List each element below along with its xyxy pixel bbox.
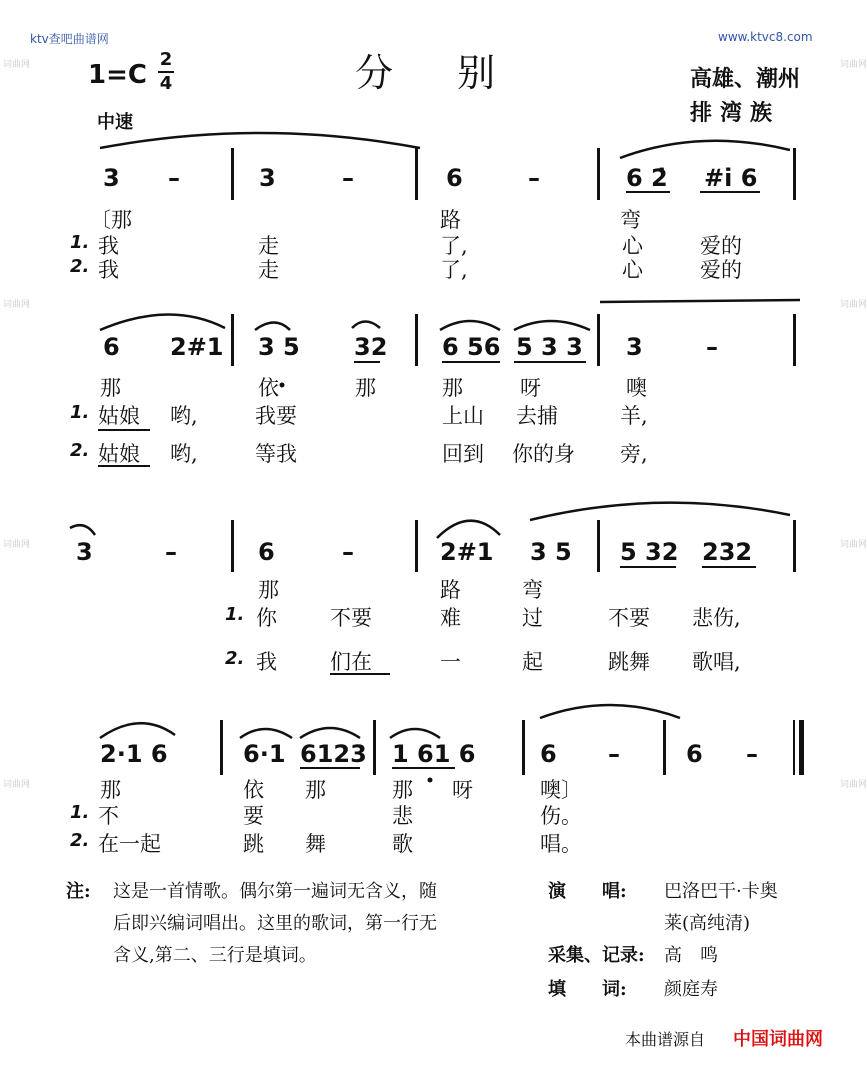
- lyric: 了,: [440, 234, 468, 258]
- note: 3 5: [530, 538, 572, 566]
- note: 2#1: [440, 538, 494, 566]
- lyric: 们在: [330, 650, 372, 674]
- lyric: 不: [98, 804, 119, 828]
- slur-arc: [255, 323, 290, 331]
- lyric: 心: [622, 234, 643, 258]
- lyric: 等我: [255, 442, 297, 466]
- slur-arc: [352, 322, 380, 329]
- watermark-text: 词曲网: [840, 60, 867, 70]
- lyric: 去捕: [516, 404, 558, 428]
- footnote-label: 注:: [66, 881, 91, 902]
- note: 1 61 6: [392, 740, 476, 768]
- lyric: 了,: [440, 258, 468, 282]
- watermark-text: 词曲网: [840, 300, 867, 310]
- slur-arc: [514, 321, 590, 330]
- verse-number: 2.: [70, 830, 90, 851]
- lyric: 不要: [330, 606, 372, 630]
- lyric: 姑娘: [98, 442, 140, 466]
- lyric: 呀: [520, 376, 541, 400]
- note: 2·1 6: [100, 740, 168, 768]
- note: 6 56: [442, 333, 501, 361]
- watermark-text: 词曲网: [840, 540, 867, 550]
- note: –: [168, 164, 180, 192]
- note: 5 32: [620, 538, 679, 566]
- note: 3 5: [258, 333, 300, 361]
- watermark-text: 词曲网: [3, 780, 31, 790]
- lyric: 我要: [255, 404, 297, 428]
- site-link-left[interactable]: ktv查吧曲谱网: [30, 32, 109, 46]
- lyric: 那: [305, 778, 326, 802]
- note: –: [165, 538, 177, 566]
- lyric: 歌唱,: [692, 650, 741, 674]
- verse-number: 2.: [70, 256, 90, 277]
- credit-value: 莱(高纯清): [664, 913, 751, 934]
- verse-number: 2.: [225, 648, 245, 669]
- tempo-marking: 中速: [97, 112, 133, 133]
- slur-arc: [440, 321, 500, 330]
- credit-label: 演 唱:: [548, 881, 627, 902]
- note: 3: [103, 164, 120, 192]
- lyric: 走: [258, 258, 279, 282]
- lyric: 在一起: [98, 832, 161, 856]
- lyric: 羊,: [620, 404, 648, 428]
- lyric: 弯: [522, 578, 543, 602]
- lyric: 舞: [305, 832, 326, 856]
- lyric: 那: [258, 578, 279, 602]
- slur-arc: [390, 729, 440, 738]
- credit-value: 颜庭寿: [664, 979, 718, 1000]
- lyric: 我: [98, 258, 119, 282]
- note: 6: [103, 333, 120, 361]
- lyric: 路: [440, 208, 461, 232]
- note: 6: [446, 164, 463, 192]
- site-link-right[interactable]: www.ktvc8.com: [718, 30, 813, 44]
- source-text: 本曲谱源自: [625, 1030, 706, 1049]
- lyric: 要: [243, 804, 264, 828]
- note: –: [528, 164, 540, 192]
- lyric: 上山: [442, 404, 484, 428]
- verse-number: 1.: [225, 604, 245, 625]
- lyric: 难: [440, 606, 461, 630]
- note: 2#1: [170, 333, 224, 361]
- watermark-text: 词曲网: [3, 540, 31, 550]
- lyric: 回到: [442, 442, 484, 466]
- watermark-text: 词曲网: [840, 780, 867, 790]
- lyric: 噢: [626, 376, 647, 400]
- slur-arc: [437, 521, 500, 538]
- site-name-link[interactable]: 中国词曲网: [733, 1029, 823, 1050]
- footnote-line: 这是一首情歌。偶尔第一遍词无含义，随: [113, 881, 437, 902]
- lyric: 旁,: [620, 442, 648, 466]
- note: 5 3 3: [516, 333, 583, 361]
- note: 6: [258, 538, 275, 566]
- note: –: [342, 164, 354, 192]
- lyric: 伤。: [540, 804, 582, 828]
- tie-arc: [530, 503, 790, 520]
- lyric: 悲: [392, 804, 413, 828]
- note: 3: [259, 164, 276, 192]
- lyric: 心: [622, 258, 643, 282]
- note: –: [706, 333, 718, 361]
- footnote-line: 含义,第二、三行是填词。: [113, 945, 317, 966]
- song-title: 分 别: [355, 51, 522, 95]
- lyric: 那: [442, 376, 463, 400]
- watermark-text: 词曲网: [3, 300, 31, 310]
- lyric: 我: [98, 234, 119, 258]
- slur-arc: [620, 141, 790, 158]
- verse-number: 1.: [70, 802, 90, 823]
- time-sig-top: 2: [159, 49, 173, 70]
- origin-region: 高雄、潮州: [690, 67, 801, 92]
- verse-number: 2.: [70, 440, 90, 461]
- origin-ethnic-group: 排湾族: [690, 101, 781, 126]
- time-sig-bottom: 4: [159, 73, 173, 94]
- slur-arc: [70, 525, 95, 535]
- lyric: 姑娘: [98, 404, 140, 428]
- note: 6123: [300, 740, 367, 768]
- lyric: 那: [100, 778, 121, 802]
- lyric: 哟,: [170, 404, 198, 428]
- lyric: 那: [355, 376, 376, 400]
- lyric: 一: [440, 650, 461, 674]
- slur-arc: [300, 728, 360, 738]
- credit-label: 填 词:: [548, 979, 627, 1000]
- note: 6 2̇: [626, 164, 668, 192]
- octave-dot: [280, 383, 285, 388]
- lyric: 路: [440, 578, 461, 602]
- note: 6: [540, 740, 557, 768]
- lyric: 走: [258, 234, 279, 258]
- lyric: 呀: [452, 778, 473, 802]
- note: 32: [354, 333, 388, 361]
- footnote-line: 后即兴编词唱出。这里的歌词，第一行无: [113, 913, 437, 934]
- lyric: 起: [522, 650, 543, 674]
- note: 3: [626, 333, 643, 361]
- note: –: [746, 740, 758, 768]
- note: 232: [702, 538, 753, 566]
- lyric: 歌: [392, 832, 413, 856]
- lyric: 过: [522, 606, 543, 630]
- credit-label: 采集、记录:: [548, 945, 645, 966]
- lyric: 悲伤,: [692, 606, 741, 630]
- slur-arc: [100, 723, 175, 738]
- note: #i 6: [704, 164, 758, 192]
- lyric: 那: [392, 778, 413, 802]
- note: –: [342, 538, 354, 566]
- lyric: 爱的: [700, 234, 742, 258]
- credit-value: 巴洛巴干·卡奥: [664, 881, 778, 902]
- note: 6·1: [243, 740, 286, 768]
- lyric: 弯: [620, 208, 641, 232]
- verse-number: 1.: [70, 232, 90, 253]
- key-signature: 1=C: [88, 60, 147, 90]
- note: 3: [76, 538, 93, 566]
- tie-arc: [540, 705, 680, 718]
- slur-arc: [240, 729, 292, 738]
- verse-number: 1.: [70, 402, 90, 423]
- note: 6: [686, 740, 703, 768]
- lyric: 〔那: [90, 208, 132, 232]
- lyric: 那: [100, 376, 121, 400]
- lyric: 依: [258, 376, 279, 400]
- slur-arc: [100, 314, 225, 330]
- lyric: 噢〕: [540, 778, 582, 802]
- lyric: 跳舞: [608, 650, 650, 674]
- lyric: 我: [256, 650, 277, 674]
- lyric: 依: [243, 778, 264, 802]
- lyric: 你: [256, 606, 277, 630]
- credit-value: 高 鸣: [664, 945, 718, 966]
- lyric: 不要: [608, 606, 650, 630]
- tie-line: [600, 300, 800, 302]
- lyric: 跳: [243, 832, 264, 856]
- lyric: 爱的: [700, 258, 742, 282]
- watermark-text: 词曲网: [3, 60, 31, 70]
- lyric: 哟,: [170, 442, 198, 466]
- octave-dot: [428, 778, 433, 783]
- lyric: 你的身: [512, 442, 575, 466]
- tie-arc: [100, 133, 420, 148]
- lyric: 唱。: [540, 832, 582, 856]
- note: –: [608, 740, 620, 768]
